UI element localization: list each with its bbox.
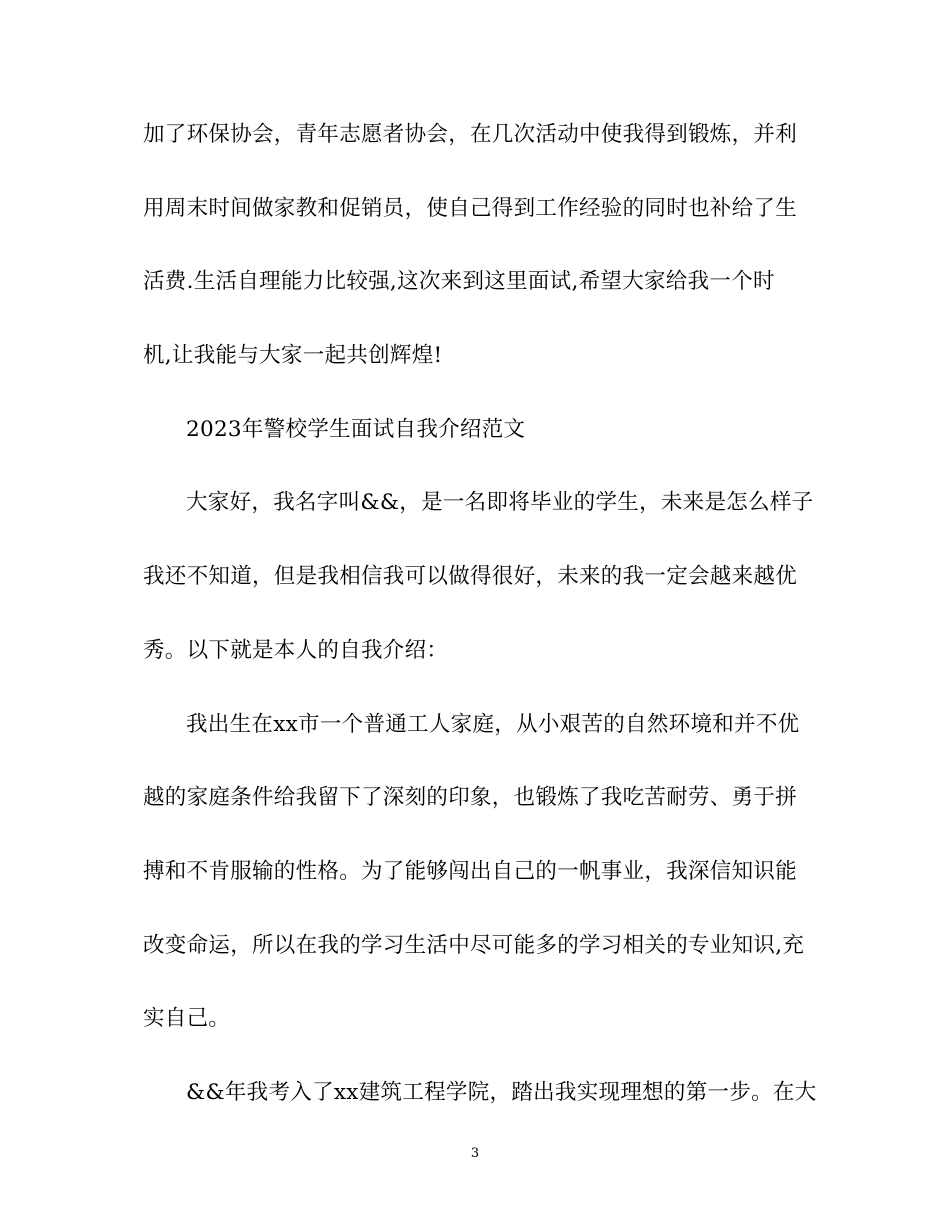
section-heading: 2023年警校学生面试自我介绍范文 — [186, 416, 526, 442]
text-line: 我还不知道，但是我相信我可以做得很好，未来的我一定会越来越优 — [143, 564, 798, 590]
text-line: 机,让我能与大家一起共创辉煌! — [143, 343, 443, 369]
text-line: 大家好，我名字叫&&，是一名即将毕业的学生，未来是怎么样子 — [186, 490, 814, 516]
text-line: 秀。以下就是本人的自我介绍： — [143, 637, 449, 663]
text-line: 活费.生活自理能力比较强,这次来到这里面试,希望大家给我一个时 — [143, 269, 775, 295]
page-number: 3 — [470, 1146, 480, 1161]
text-line: 越的家庭条件给我留下了深刻的印象，也锻炼了我吃苦耐劳、勇于拼 — [143, 785, 798, 811]
body-text — [143, 112, 817, 1144]
text-line: 加了环保协会，青年志愿者协会，在几次活动中使我得到锻炼，并利 — [143, 122, 798, 147]
text-line: &&年我考入了xx建筑工程学院，踏出我实现理想的第一步。在大 — [186, 1079, 817, 1105]
text-line: 实自己。 — [143, 1006, 231, 1032]
text-line: 用周末时间做家教和促销员，使自己得到工作经验的同时也补给了生 — [143, 195, 798, 221]
text-line: 搏和不肯服输的性格。为了能够闯出自己的一帆事业，我深信知识能 — [143, 858, 798, 884]
text-line: 改变命运，所以在我的学习生活中尽可能多的学习相关的专业知识,充 — [143, 932, 805, 958]
text-line: 我出生在xx市一个普通工人家庭，从小艰苦的自然环境和并不优 — [186, 711, 800, 737]
